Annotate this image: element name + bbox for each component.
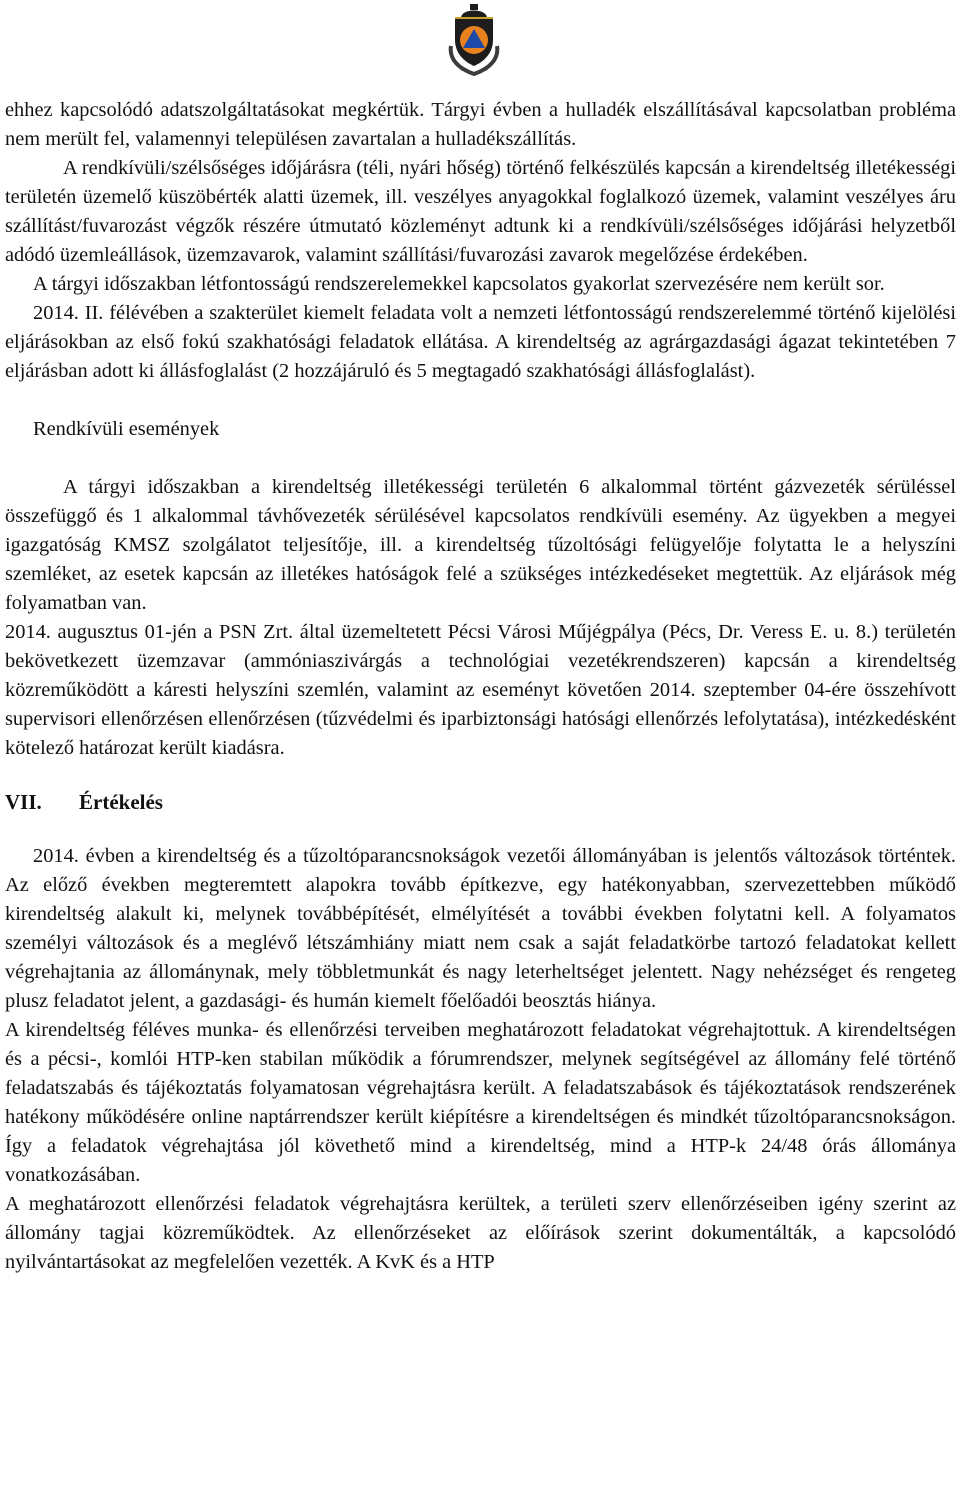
paragraph: 2014. augusztus 01-jén a PSN Zrt. által üzemeltetett Pécsi Városi Műjégpálya (Pécs, Dr. Veress E. u. 8.) területén bekövetkezett üzemzavar (ammóniaszivárgás a technológiai vezetékrendszeren) kapcsán a kirendeltség közreműködött a káresti helyszíni szemlén, valamint az eseményt követően 2014. szeptember 04-ére összehívott supervisori ellenőrzésen ellenőrzésen (tűzvédelmi és iparbiztonsági hatósági ellenőrzés lefolytatása), intézkedésként kötelező határozat került kiadásra. (5, 621, 956, 759)
paragraph: ehhez kapcsolódó adatszolgáltatásokat megkértük. Tárgyi évben a hulladék elszállításával kapcsolatban probléma nem merült fel, valamennyi településen zavartalan a hulladékszállítás. (5, 99, 956, 150)
civil-protection-emblem-icon (443, 2, 505, 76)
section-number: VII. (5, 790, 42, 814)
section-subheading: Rendkívüli események (33, 418, 220, 440)
section-title: Értékelés (79, 790, 163, 814)
paragraph: A meghatározott ellenőrzési feladatok végrehajtásra kerültek, a területi szerv ellenőrzéseiben igény szerint az állomány tagjai közreműködtek. Az ellenőrzéseket az előírások szerint dokumentálták, a kapcsolódó nyilvántartásokat az megfelelően vezették. A KvK és a HTP (5, 1193, 956, 1273)
document-body (5, 96, 956, 1277)
paragraph: A tárgyi időszakban létfontosságú rendszerelemekkel kapcsolatos gyakorlat szervezésére nem került sor. (33, 273, 885, 295)
section-heading (5, 787, 956, 818)
paragraph: 2014. évben a kirendeltség és a tűzoltóparancsnokságok vezetői állományában is jelentős változások történtek. Az előző években megteremtett alapokra tovább építkezve, egy hatékonyabban, szervezettebben működő kirendeltség alakult ki, melynek továbbépítését, elmélyítését a további években folytatni kell. A folyamatos személyi változások és a meglévő létszámhiány miatt nem csak a saját feladatkörbe tartozó feladatokat kellett végrehajtania az állománynak, mely többletmunkát és nagy leterheltséget jelentett. Nagy nehézséget és rengeteg plusz feladatot jelent, a gazdasági- és humán kiemelt főelőadói beosztás hiánya. (5, 845, 956, 1012)
paragraph: A kirendeltség féléves munka- és ellenőrzési terveiben meghatározott feladatokat végrehajtottuk. A kirendeltségen és a pécsi-, komlói HTP-ken stabilan működik a fórumrendszer, melynek segítségével az állomány felé történő feladatszabás és tájékoztatás folyamatosan végrehajtásra került. A feladatszabások és tájékoztatások rendszerének hatékony működésére online naptárrendszer került kiépítésre a kirendeltségen és mindkét tűzoltóparancsnokságon. Így a feladatok végrehajtása jól követhető mind a kirendeltség, mind a HTP-k 24/48 órás állománya vonatkozásában. (5, 1019, 956, 1186)
paragraph: 2014. II. félévében a szakterület kiemelt feladata volt a nemzeti létfontosságú rendszerelemmé történő kijelölési eljárásokban az első fokú szakhatósági feladatok ellátása. A kirendeltség az agrárgazdasági ágazat tekintetében 7 eljárásban adott ki állásfoglalást (2 hozzájáruló és 5 megtagadó szakhatósági állásfoglalást). (5, 302, 956, 382)
paragraph: A rendkívüli/szélsőséges időjárásra (téli, nyári hőség) történő felkészülés kapcsán a kirendeltség illetékességi területén üzemelő küszöbérték alatti üzemek, ill. veszélyes anyagokkal foglalkozó üzemek, valamint veszélyes áru szállítást/fuvarozást végzők részére útmutató közleményt adtunk ki a rendkívüli/szélsőséges időjárási helyzetből adódó üzemleállások, üzemzavarok, valamint szállítási/fuvarozási zavarok megelőzése érdekében. (5, 157, 956, 266)
paragraph: A tárgyi időszakban a kirendeltség illetékességi területén 6 alkalommal történt gázvezeték sérüléssel összefüggő és 1 alkalommal távhővezeték sérülésével kapcsolatos rendkívüli esemény. Az ügyekben a megyei igazgatóság KMSZ szolgálatot teljesítője, ill. a kirendeltség tűzoltósági felügyelője folytatta le a helyszíni szemléket, az esetek kapcsán az illetékes hatóságok felé a szükséges intézkedéseket megtettük. Az eljárások még folyamatban van. (5, 476, 956, 614)
